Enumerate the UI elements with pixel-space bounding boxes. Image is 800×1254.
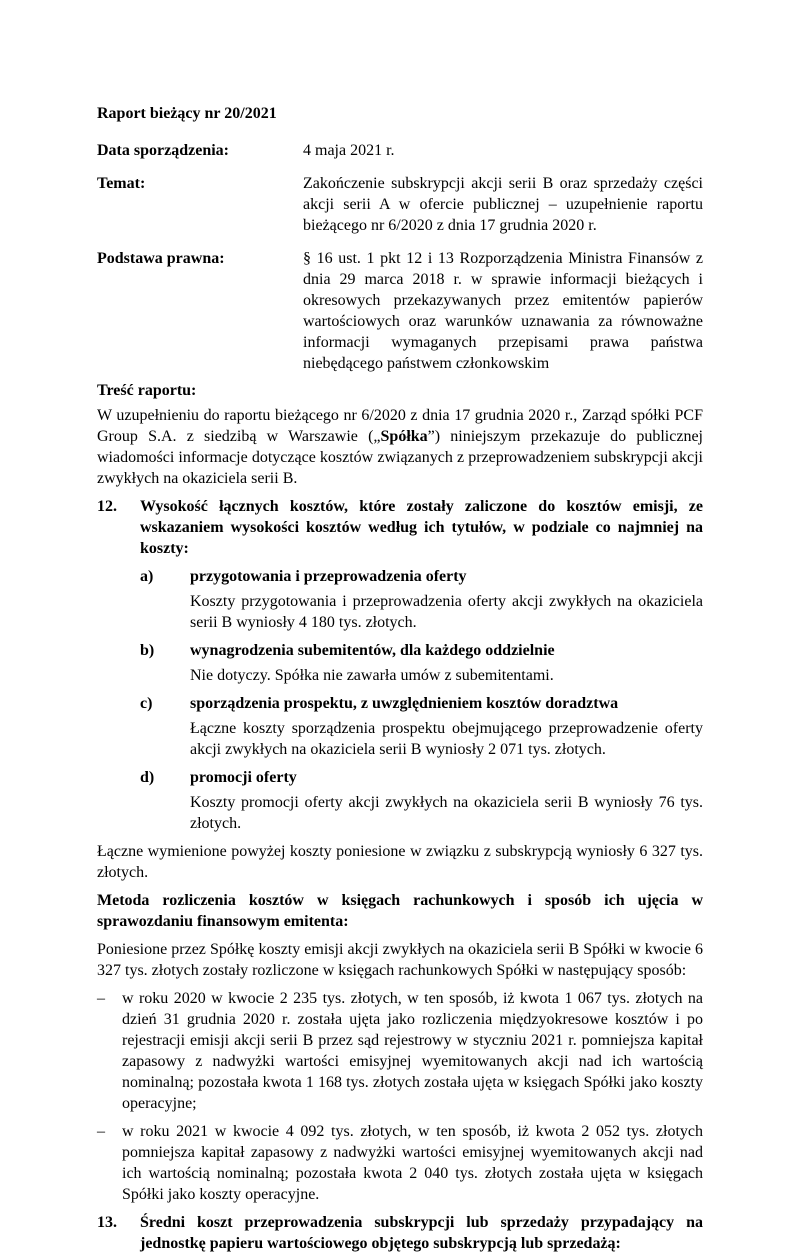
subitem-a-letter: a) [140, 568, 154, 585]
total-costs-line: Łączne wymienione powyżej koszty poniesione w związku z subskrypcją wyniosły 6 327 tys. złotych. [97, 843, 703, 881]
intro-after-bold: ”) niniejszym przekazuje do publicznej wiadomości informacje dotyczące kosztów związanych z przeprowadzeniem subskrypcji akcji zwykłych na okaziciela serii B. [97, 428, 703, 487]
subitem-d-letter: d) [140, 769, 155, 786]
intro-before-bold: W uzupełnieniu do raportu bieżącego nr 6/2020 z dnia 17 grudnia 2020 r., Zarząd spółki PCF Group S.A. z siedzibą w Warszawie („ [97, 407, 703, 445]
subitem-a-heading-row [140, 566, 703, 587]
meta-label-date: Data sporządzenia: [97, 142, 229, 159]
subitem-c-heading-row [140, 693, 703, 714]
item-12-heading: Wysokość łącznych kosztów, które zostały zaliczone do kosztów emisji, ze wskazaniem wysokości kosztów według ich tytułów, w podziale co najmniej na koszty: [140, 498, 703, 557]
meta-value-date: 4 maja 2021 r. [303, 142, 395, 159]
item-13-number: 13. [97, 1214, 117, 1231]
subitem-d-body: Koszty promocji oferty akcji zwykłych na okaziciela serii B wyniosły 76 tys. złotych. [190, 794, 703, 832]
meta-label-legal-basis: Podstawa prawna: [97, 250, 225, 267]
subitem-c-heading: sporządzenia prospektu, z uwzględnieniem kosztów doradztwa [190, 695, 619, 712]
dash-item-2020 [97, 988, 703, 1114]
subitem-b-heading: wynagrodzenia subemitentów, dla każdego oddzielnie [190, 642, 555, 659]
subitem-c-letter: c) [140, 695, 153, 712]
subitem-b-body: Nie dotyczy. Spółka nie zawarła umów z subemitentami. [190, 667, 554, 684]
subitem-a-body: Koszty przygotowania i przeprowadzenia oferty akcji zwykłych na okaziciela serii B wyniosły 4 180 tys. złotych. [190, 593, 703, 631]
subitem-a-heading: przygotowania i przeprowadzenia oferty [190, 568, 467, 585]
method-intro: Poniesione przez Spółkę koszty emisji akcji zwykłych na okaziciela serii B Spółki w kwocie 6 327 tys. złotych zostały rozliczone w księgach rachunkowych Spółki w następujący sposób: [97, 941, 703, 979]
meta-label-subject: Temat: [97, 175, 146, 192]
dash-item-2020-text: w roku 2020 w kwocie 2 235 tys. złotych, w ten sposób, iż kwota 1 067 tys. złotych na dzień 31 grudnia 2020 r. została ujęta jako rozliczenia międzyokresowe kosztów i po rejestracji emisji akcji serii B przez sąd rejestrowy w styczniu 2021 r. pomniejsza kapitał zapasowy z nadwyżki wartości emisyjnej wyemitowanych akcji nad ich wartością nominalną; pozostała kwota 1 168 tys. złotych została ujęta w księgach Spółki jako koszty operacyjne; [122, 990, 703, 1112]
content-heading: Treść raportu: [97, 382, 197, 399]
item-13-heading: Średni koszt przeprowadzenia subskrypcji lub sprzedaży przypadający na jednostkę papieru wartościowego objętego subskrypcją lub sprzedażą: [140, 1214, 703, 1252]
subitem-b-letter: b) [140, 642, 155, 659]
item-12-subitems [97, 566, 703, 834]
item-12-number: 12. [97, 498, 117, 515]
intro-paragraph [97, 405, 703, 489]
subitem-d-heading-row [140, 767, 703, 788]
meta-row-date [97, 140, 703, 161]
dash-item-2021-text: w roku 2021 w kwocie 4 092 tys. złotych, w ten sposób, iż kwota 2 052 tys. złotych pomniejsza kapitał zapasowy z nadwyżki wartości emisyjnej wyemitowanych akcji nad ich wartością nominalną; pozostała kwota 2 040 tys. złotych została ujęta w księgach Spółki jako koszty operacyjne. [122, 1123, 703, 1203]
meta-value-legal-basis: § 16 ust. 1 pkt 12 i 13 Rozporządzenia Ministra Finansów z dnia 29 marca 2018 r. w sprawie informacji bieżących i okresowych przekazywanych przez emitentów papierów wartościowych oraz warunków uznawania za równoważne informacji wymaganych przepisami prawa państwa niebędącego państwem członkowskim [303, 250, 703, 372]
meta-value-subject: Zakończenie subskrypcji akcji serii B oraz sprzedaży części akcji serii A w ofercie publicznej – uzupełnienie raportu bieżącego nr 6/2020 z dnia 17 grudnia 2020 r. [303, 175, 703, 234]
report-title: Raport bieżący nr 20/2021 [97, 105, 277, 122]
subitem-d-heading: promocji oferty [190, 769, 297, 786]
dash-marker: – [97, 1123, 105, 1140]
company-name-bold: Spółka [380, 428, 428, 445]
meta-row-subject [97, 173, 703, 236]
subitem-b-heading-row [140, 640, 703, 661]
meta-row-legal-basis [97, 248, 703, 374]
method-heading: Metoda rozliczenia kosztów w księgach rachunkowych i sposób ich ujęcia w sprawozdaniu finansowym emitenta: [97, 892, 703, 930]
dash-item-2021 [97, 1121, 703, 1205]
item-12-heading-row [97, 496, 703, 559]
item-13-heading-row [97, 1212, 703, 1254]
dash-marker: – [97, 990, 105, 1007]
subitem-c-body: Łączne koszty sporządzenia prospektu obejmującego przeprowadzenie oferty akcji zwykłych na okaziciela serii B wyniosły 2 071 tys. złotych. [190, 720, 703, 758]
